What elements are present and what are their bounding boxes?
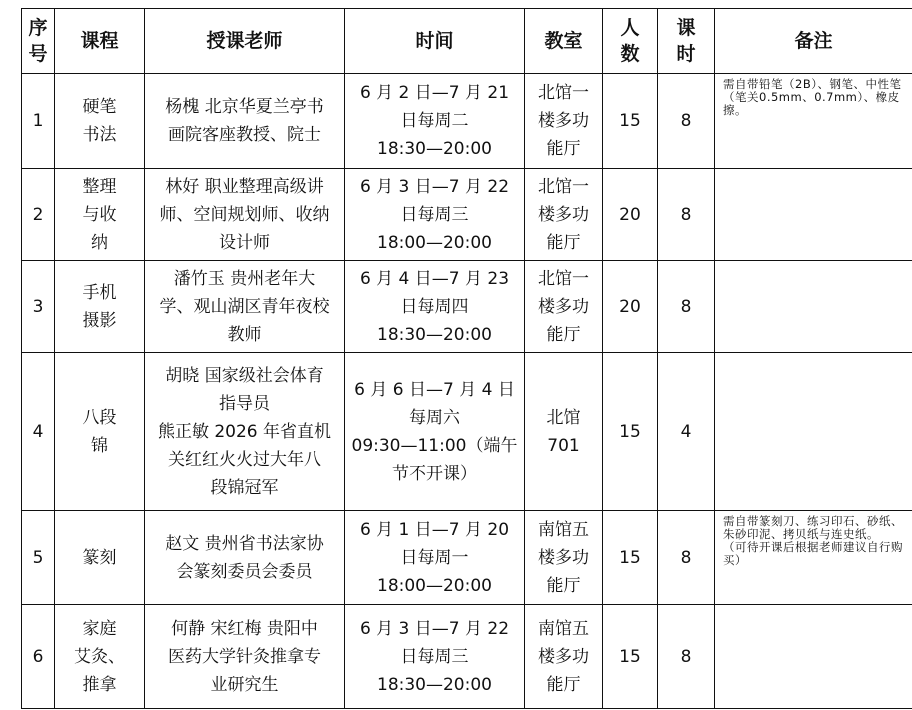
table-row: [22, 74, 912, 169]
cell-seq: 2: [22, 169, 55, 261]
header-time: 时间: [345, 9, 525, 74]
cell-course: 篆刻: [55, 511, 145, 605]
cell-hours: 8: [658, 605, 715, 709]
cell-hours: 8: [658, 169, 715, 261]
header-hours: 课 时: [658, 9, 715, 74]
cell-count: 20: [603, 261, 658, 353]
cell-time: 6 月 3 日—7 月 22 日每周三 18:00—20:00: [345, 169, 525, 261]
cell-notes: [715, 261, 912, 353]
cell-hours: 8: [658, 74, 715, 169]
cell-teacher: 潘竹玉 贵州老年大 学、观山湖区青年夜校 教师: [145, 261, 345, 353]
cell-hours: 8: [658, 261, 715, 353]
cell-time: 6 月 1 日—7 月 20 日每周一 18:00—20:00: [345, 511, 525, 605]
cell-room: 北馆一 楼多功 能厅: [525, 261, 603, 353]
cell-course: 家庭 艾灸、 推拿: [55, 605, 145, 709]
cell-room: 南馆五 楼多功 能厅: [525, 605, 603, 709]
cell-time: 6 月 6 日—7 月 4 日 每周六 09:30—11:00（端午 节不开课）: [345, 353, 525, 511]
cell-teacher: 何静 宋红梅 贵阳中 医药大学针灸推拿专 业研究生: [145, 605, 345, 709]
cell-hours: 8: [658, 511, 715, 605]
table-row: [22, 261, 912, 353]
cell-count: 15: [603, 605, 658, 709]
cell-count: 15: [603, 74, 658, 169]
cell-course: 手机 摄影: [55, 261, 145, 353]
cell-time: 6 月 4 日—7 月 23 日每周四 18:30—20:00: [345, 261, 525, 353]
cell-count: 15: [603, 511, 658, 605]
table-row: [22, 169, 912, 261]
cell-seq: 1: [22, 74, 55, 169]
header-row: [22, 9, 912, 74]
cell-hours: 4: [658, 353, 715, 511]
header-room: 教室: [525, 9, 603, 74]
cell-notes: 需自带篆刻刀、练习印石、砂纸、朱砂印泥、拷贝纸与连史纸。 （可待开课后根据老师建议自行购买）: [715, 511, 912, 605]
cell-room: 南馆五 楼多功 能厅: [525, 511, 603, 605]
cell-notes: [715, 169, 912, 261]
cell-time: 6 月 3 日—7 月 22 日每周三 18:30—20:00: [345, 605, 525, 709]
cell-seq: 3: [22, 261, 55, 353]
cell-seq: 6: [22, 605, 55, 709]
cell-course: 八段 锦: [55, 353, 145, 511]
table-row: [22, 605, 912, 709]
cell-teacher: 杨槐 北京华夏兰亭书 画院客座教授、院士: [145, 74, 345, 169]
cell-seq: 5: [22, 511, 55, 605]
cell-teacher: 赵文 贵州省书法家协 会篆刻委员会委员: [145, 511, 345, 605]
header-seq: 序 号: [22, 9, 55, 74]
cell-time: 6 月 2 日—7 月 21 日每周二 18:30—20:00: [345, 74, 525, 169]
header-course: 课程: [55, 9, 145, 74]
header-notes: 备注: [715, 9, 912, 74]
cell-notes: [715, 605, 912, 709]
course-schedule-table: [21, 8, 912, 709]
header-teacher: 授课老师: [145, 9, 345, 74]
cell-room: 北馆 701: [525, 353, 603, 511]
cell-seq: 4: [22, 353, 55, 511]
cell-notes: 需自带铅笔（2B）、钢笔、中性笔（笔关0.5mm、0.7mm）、橡皮擦。: [715, 74, 912, 169]
cell-teacher: 林好 职业整理高级讲 师、空间规划师、收纳 设计师: [145, 169, 345, 261]
cell-count: 20: [603, 169, 658, 261]
cell-room: 北馆一 楼多功 能厅: [525, 74, 603, 169]
header-count: 人 数: [603, 9, 658, 74]
table-row: [22, 511, 912, 605]
cell-notes: [715, 353, 912, 511]
cell-course: 硬笔 书法: [55, 74, 145, 169]
cell-room: 北馆一 楼多功 能厅: [525, 169, 603, 261]
cell-course: 整理 与收 纳: [55, 169, 145, 261]
cell-teacher: 胡晓 国家级社会体育 指导员 熊正敏 2026 年省直机 关红红火火过大年八 段锦冠军: [145, 353, 345, 511]
table-row: [22, 353, 912, 511]
cell-count: 15: [603, 353, 658, 511]
